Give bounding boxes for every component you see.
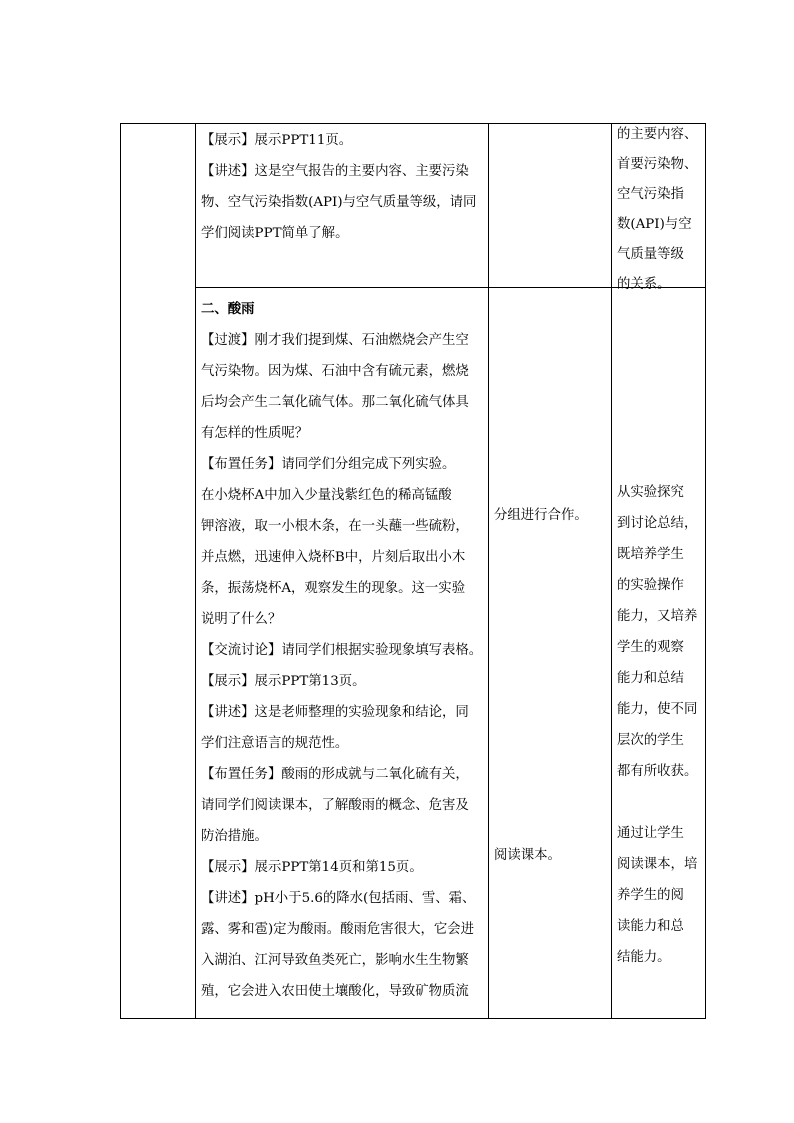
row2-teacher-cell	[201, 294, 486, 1007]
text-line: 殖，它会进入农田使土壤酸化，导致矿物质流	[201, 984, 469, 999]
text-line: 【展示】展示PPT第14页和第15页。	[201, 860, 423, 875]
text-line: 入湖泊、江河导致鱼类死亡，影响水生生物繁	[201, 953, 469, 968]
text-line: 数(API)与空	[617, 217, 692, 232]
text-line: 的关系。	[617, 277, 671, 292]
row1-teacher-cell	[201, 125, 486, 249]
text-line: 的实验操作	[617, 578, 684, 593]
table-left-border	[120, 123, 121, 1019]
text-line: 后均会产生二氧化硫气体。那二氧化硫气体具	[201, 395, 469, 410]
text-line: 请同学们阅读课本，了解酸雨的概念、危害及	[201, 798, 469, 813]
text-line: 层次的学生	[617, 733, 684, 748]
text-line: 【展示】展示PPT11页。	[201, 133, 353, 148]
text-line: 学生的观察	[617, 640, 684, 655]
text-line: 空气污染指	[617, 187, 684, 202]
text-line: 【交流讨论】请同学们根据实验现象填写表格。	[201, 643, 483, 658]
text-line: 学们阅读PPT简单了解。	[201, 226, 349, 241]
text-line: 阅读课本，培	[617, 857, 698, 872]
text-line: 【讲述】pH小于5.6的降水(包括雨、雪、霜、	[201, 891, 476, 906]
column-divider-1	[195, 123, 196, 1019]
text-line: 能力，使不同	[617, 702, 698, 717]
text-line: 的主要内容、	[617, 127, 698, 142]
lesson-plan-table	[120, 123, 706, 1019]
text-line: 【布置任务】请同学们分组完成下列实验。	[201, 457, 456, 472]
text-line: 防治措施。	[201, 829, 268, 844]
text-line: 【过渡】刚才我们提到煤、石油燃烧会产生空	[201, 333, 469, 348]
text-line: 学们注意语言的规范性。	[201, 736, 349, 751]
text-line: 分组进行合作。	[494, 508, 588, 523]
text-line: 说明了什么？	[201, 612, 282, 627]
text-line: 读能力和总	[617, 919, 684, 934]
text-line: 养学生的阅	[617, 888, 684, 903]
text-line: 阅读课本。	[494, 848, 561, 863]
column-divider-2	[488, 123, 489, 1019]
text-line: 【讲述】这是空气报告的主要内容、主要污染	[201, 164, 469, 179]
text-line: 气质量等级	[617, 247, 684, 262]
table-bottom-border	[120, 1018, 706, 1019]
text-line: 【讲述】这是老师整理的实验现象和结论，同	[201, 705, 469, 720]
text-line: 物、空气污染指数(API)与空气质量等级，请同	[201, 195, 477, 210]
text-line: 从实验探究	[617, 485, 684, 500]
text-line: 【布置任务】酸雨的形成就与二氧化硫有关，	[201, 767, 469, 782]
text-line: 能力，又培养	[617, 609, 698, 624]
column-divider-3	[611, 123, 612, 1019]
text-line: 并点燃，迅速伸入烧杯B中，片刻后取出小木	[201, 550, 466, 565]
text-line: 条，振荡烧杯A，观察发生的现象。这一实验	[201, 581, 466, 596]
row1-intent-cell	[617, 120, 703, 300]
text-line: 通过让学生	[617, 826, 684, 841]
section-heading: 二、酸雨	[201, 301, 255, 317]
spacer	[617, 787, 703, 818]
row2-student-cell-2	[494, 840, 609, 871]
text-line: 有怎样的性质呢？	[201, 426, 309, 441]
row2-intent-cell	[617, 477, 703, 973]
text-line: 首要污染物、	[617, 157, 698, 172]
text-line: 钾溶液，取一小根木条，在一头蘸一些硫粉，	[201, 519, 469, 534]
text-line: 【展示】展示PPT第13页。	[201, 674, 366, 689]
text-line: 都有所收获。	[617, 764, 698, 779]
text-line: 能力和总结	[617, 671, 684, 686]
text-line: 露、雾和雹)定为酸雨。酸雨危害很大，它会进	[201, 922, 475, 937]
text-line: 既培养学生	[617, 547, 684, 562]
text-line: 在小烧杯A中加入少量浅紫红色的稀高锰酸	[201, 488, 452, 503]
row2-student-cell-1	[494, 500, 609, 531]
text-line: 气污染物。因为煤、石油中含有硫元素，燃烧	[201, 364, 469, 379]
text-line: 结能力。	[617, 950, 671, 965]
text-line: 到讨论总结，	[617, 516, 698, 531]
table-right-border	[705, 123, 706, 1019]
